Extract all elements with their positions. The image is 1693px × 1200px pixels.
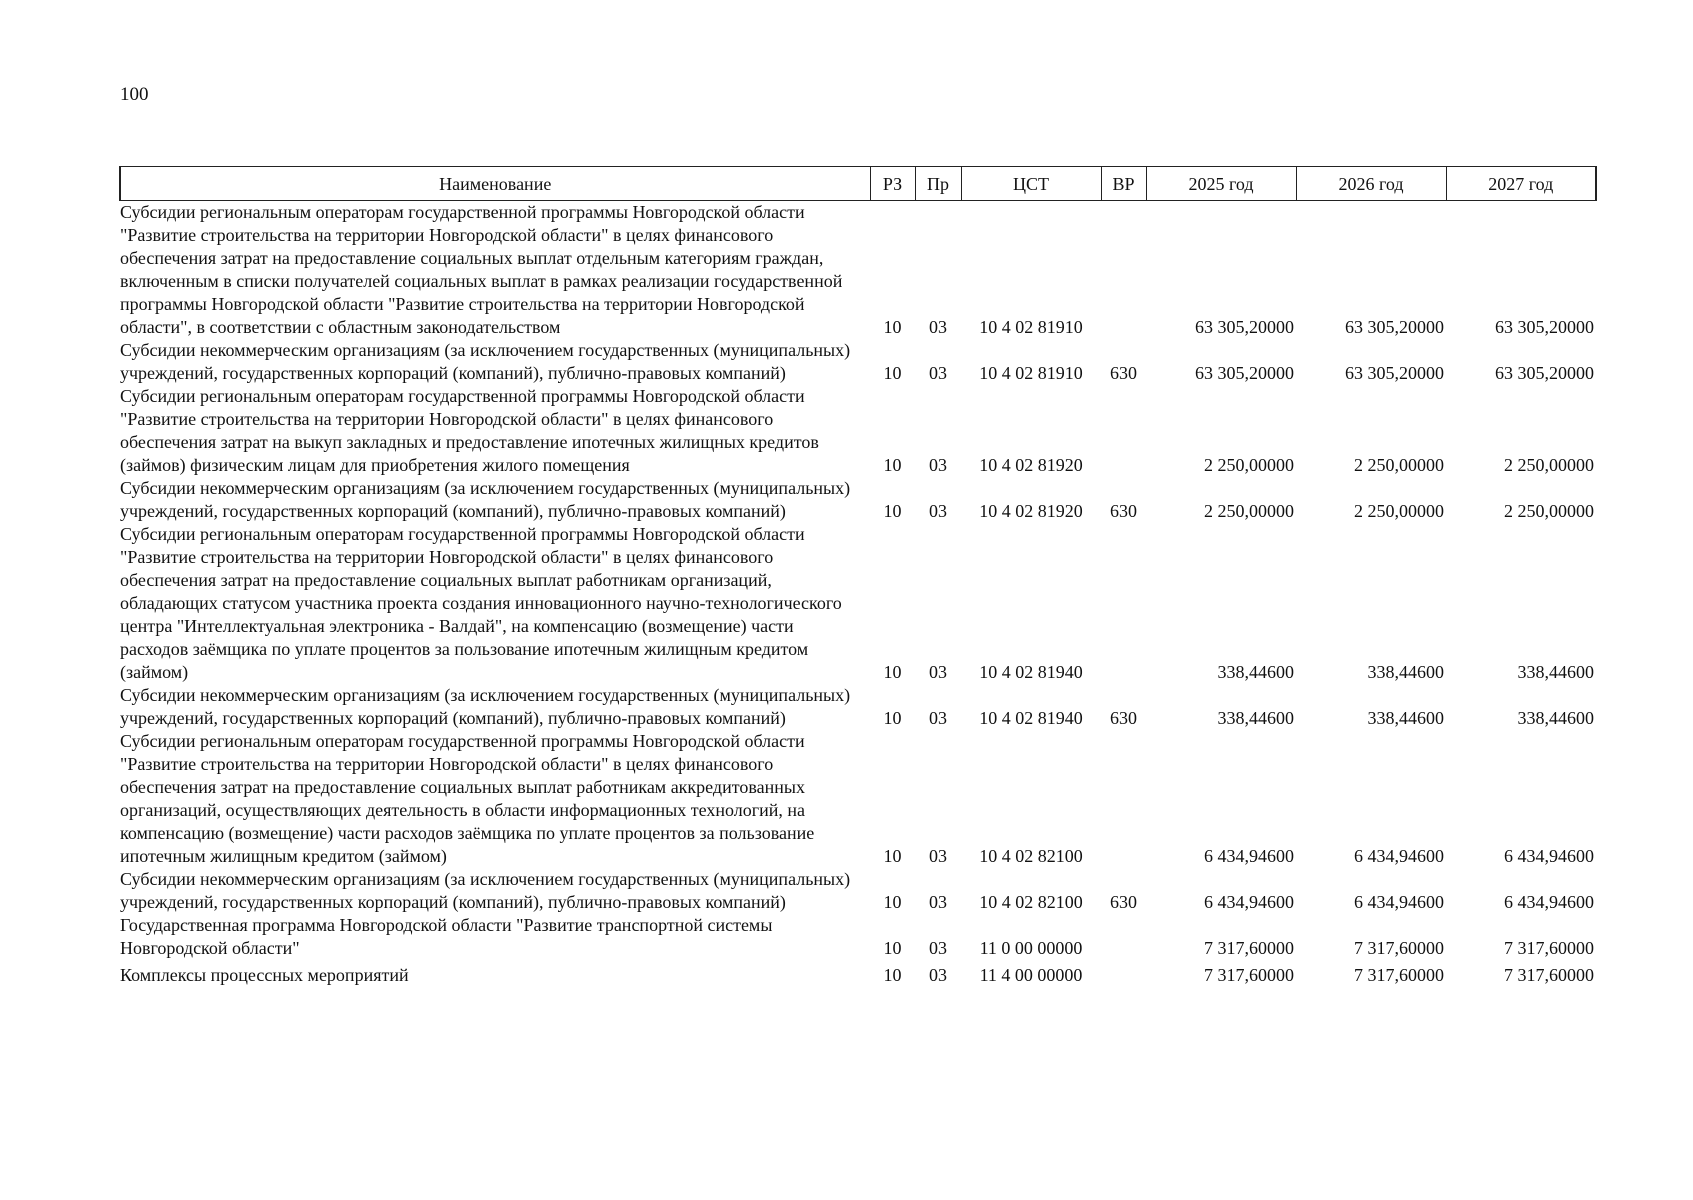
row-rz: 10 <box>883 501 902 521</box>
budget-table <box>119 166 1597 987</box>
row-pr: 03 <box>929 501 947 521</box>
table-header <box>120 167 1596 201</box>
header-rz: РЗ <box>870 167 915 201</box>
row-2025: 2 250,00000 <box>1204 501 1294 521</box>
row-rz: 10 <box>883 708 902 728</box>
row-2026: 63 305,20000 <box>1345 363 1444 383</box>
row-2025: 2 250,00000 <box>1204 455 1294 475</box>
row-2026: 338,44600 <box>1367 708 1444 728</box>
row-rz: 10 <box>883 892 902 912</box>
row-pr: 03 <box>929 455 947 475</box>
header-vr: ВР <box>1101 167 1146 201</box>
row-2026: 2 250,00000 <box>1354 455 1444 475</box>
row-name: Субсидии некоммерческим организациям (за исключением государственных (муниципальных) учреждений, государственных корпораций (компаний), публично-правовых компаний) <box>120 685 851 728</box>
row-2026: 7 317,60000 <box>1354 938 1444 958</box>
row-2026: 6 434,94600 <box>1354 846 1444 866</box>
row-pr: 03 <box>929 363 947 383</box>
header-cst: ЦСТ <box>961 167 1101 201</box>
row-rz: 10 <box>883 965 902 985</box>
row-2025: 338,44600 <box>1217 662 1294 682</box>
row-vr: 630 <box>1110 363 1137 383</box>
row-name: Субсидии региональным операторам государственной программы Новгородской области "Развитие строительства на территории Новгородской области" в целях финансового обеспечения затрат на предоставление социальных выплат работникам организаций, обладающих статусом участника проекта создания инновационного научно-технологического центра "Интеллектуальная электроника - Валдай", на компенсацию (возмещение) части расходов заёмщика по уплате процентов за пользование ипотечным жилищным кредитом (займом) <box>120 524 842 682</box>
header-2025: 2025 год <box>1146 167 1296 201</box>
header-2027: 2027 год <box>1446 167 1596 201</box>
row-2027: 6 434,94600 <box>1504 846 1594 866</box>
row-2027: 2 250,00000 <box>1504 455 1594 475</box>
row-2027: 338,44600 <box>1517 662 1594 682</box>
row-2027: 63 305,20000 <box>1495 363 1594 383</box>
row-2027: 63 305,20000 <box>1495 317 1594 337</box>
row-pr: 03 <box>929 965 947 985</box>
row-2027: 6 434,94600 <box>1504 892 1594 912</box>
table-row <box>120 914 1596 960</box>
row-2026: 6 434,94600 <box>1354 892 1444 912</box>
table-row <box>120 201 1596 340</box>
row-rz: 10 <box>883 455 902 475</box>
row-cst: 10 4 02 81920 <box>979 455 1083 475</box>
header-2026: 2026 год <box>1296 167 1446 201</box>
header-pr: Пр <box>915 167 961 201</box>
row-name: Комплексы процессных мероприятий <box>120 965 409 985</box>
row-2025: 63 305,20000 <box>1195 363 1294 383</box>
row-cst: 11 4 00 00000 <box>979 965 1083 985</box>
row-rz: 10 <box>883 363 902 383</box>
row-2027: 2 250,00000 <box>1504 501 1594 521</box>
row-name: Субсидии некоммерческим организациям (за исключением государственных (муниципальных) учреждений, государственных корпораций (компаний), публично-правовых компаний) <box>120 340 851 383</box>
table-body <box>120 201 1596 988</box>
row-cst: 10 4 02 81940 <box>979 708 1083 728</box>
row-2025: 338,44600 <box>1217 708 1294 728</box>
row-2027: 338,44600 <box>1517 708 1594 728</box>
row-vr <box>1101 914 1146 960</box>
row-pr: 03 <box>929 662 947 682</box>
row-pr: 03 <box>929 708 947 728</box>
table-row <box>120 523 1596 684</box>
table-row <box>120 385 1596 477</box>
row-2026: 338,44600 <box>1367 662 1444 682</box>
row-2025: 6 434,94600 <box>1204 846 1294 866</box>
row-vr: 630 <box>1110 708 1137 728</box>
row-vr <box>1101 960 1146 987</box>
row-2025: 7 317,60000 <box>1204 938 1294 958</box>
page-number: 100 <box>120 84 149 105</box>
row-cst: 10 4 02 81920 <box>979 501 1083 521</box>
row-2025: 7 317,60000 <box>1204 965 1294 985</box>
row-pr: 03 <box>929 938 947 958</box>
row-pr: 03 <box>929 846 947 866</box>
row-cst: 10 4 02 81940 <box>979 662 1083 682</box>
row-name: Субсидии некоммерческим организациям (за исключением государственных (муниципальных) учреждений, государственных корпораций (компаний), публично-правовых компаний) <box>120 478 851 521</box>
row-vr: 630 <box>1110 892 1137 912</box>
row-cst: 11 0 00 00000 <box>979 938 1083 958</box>
row-cst: 10 4 02 81910 <box>979 317 1083 337</box>
row-rz: 10 <box>883 662 902 682</box>
table-row <box>120 684 1596 730</box>
row-cst: 10 4 02 81910 <box>979 363 1083 383</box>
row-2025: 6 434,94600 <box>1204 892 1294 912</box>
row-2025: 63 305,20000 <box>1195 317 1294 337</box>
row-name: Субсидии региональным операторам государственной программы Новгородской области "Развитие строительства на территории Новгородской области" в целях финансового обеспечения затрат на выкуп закладных и предоставление ипотечных жилищных кредитов (займов) физическим лицам для приобретения жилого помещения <box>120 386 819 475</box>
row-2027: 7 317,60000 <box>1504 965 1594 985</box>
row-vr <box>1101 730 1146 868</box>
row-vr <box>1101 523 1146 684</box>
row-name: Субсидии некоммерческим организациям (за исключением государственных (муниципальных) учреждений, государственных корпораций (компаний), публично-правовых компаний) <box>120 869 851 912</box>
row-rz: 10 <box>883 938 902 958</box>
row-2026: 2 250,00000 <box>1354 501 1444 521</box>
table-row <box>120 730 1596 868</box>
row-name: Субсидии региональным операторам государственной программы Новгородской области "Развитие строительства на территории Новгородской области" в целях финансового обеспечения затрат на предоставление социальных выплат отдельным категориям граждан, включенным в списки получателей социальных выплат в рамках реализации государственной программы Новгородской области "Развитие строительства на территории Новгородской области", в соответствии с областным законодательством <box>120 202 843 337</box>
row-cst: 10 4 02 82100 <box>979 892 1083 912</box>
table-row <box>120 339 1596 385</box>
row-pr: 03 <box>929 317 947 337</box>
row-vr <box>1101 201 1146 340</box>
table-row <box>120 868 1596 914</box>
header-row <box>120 167 1596 201</box>
row-2026: 63 305,20000 <box>1345 317 1444 337</box>
header-name: Наименование <box>120 167 870 201</box>
row-2027: 7 317,60000 <box>1504 938 1594 958</box>
row-vr <box>1101 385 1146 477</box>
row-rz: 10 <box>883 317 902 337</box>
row-vr: 630 <box>1110 501 1137 521</box>
row-pr: 03 <box>929 892 947 912</box>
row-name: Субсидии региональным операторам государственной программы Новгородской области "Развитие строительства на территории Новгородской области" в целях финансового обеспечения затрат на предоставление социальных выплат работникам аккредитованных организаций, осуществляющих деятельность в области информационных технологий, на компенсацию (возмещение) части расходов заёмщика по уплате процентов за пользование ипотечным жилищным кредитом (займом) <box>120 731 815 866</box>
row-rz: 10 <box>883 846 902 866</box>
table-row <box>120 477 1596 523</box>
row-2026: 7 317,60000 <box>1354 965 1444 985</box>
table-row <box>120 960 1596 987</box>
row-cst: 10 4 02 82100 <box>979 846 1083 866</box>
row-name: Государственная программа Новгородской области "Развитие транспортной системы Новгородской области" <box>120 915 773 958</box>
